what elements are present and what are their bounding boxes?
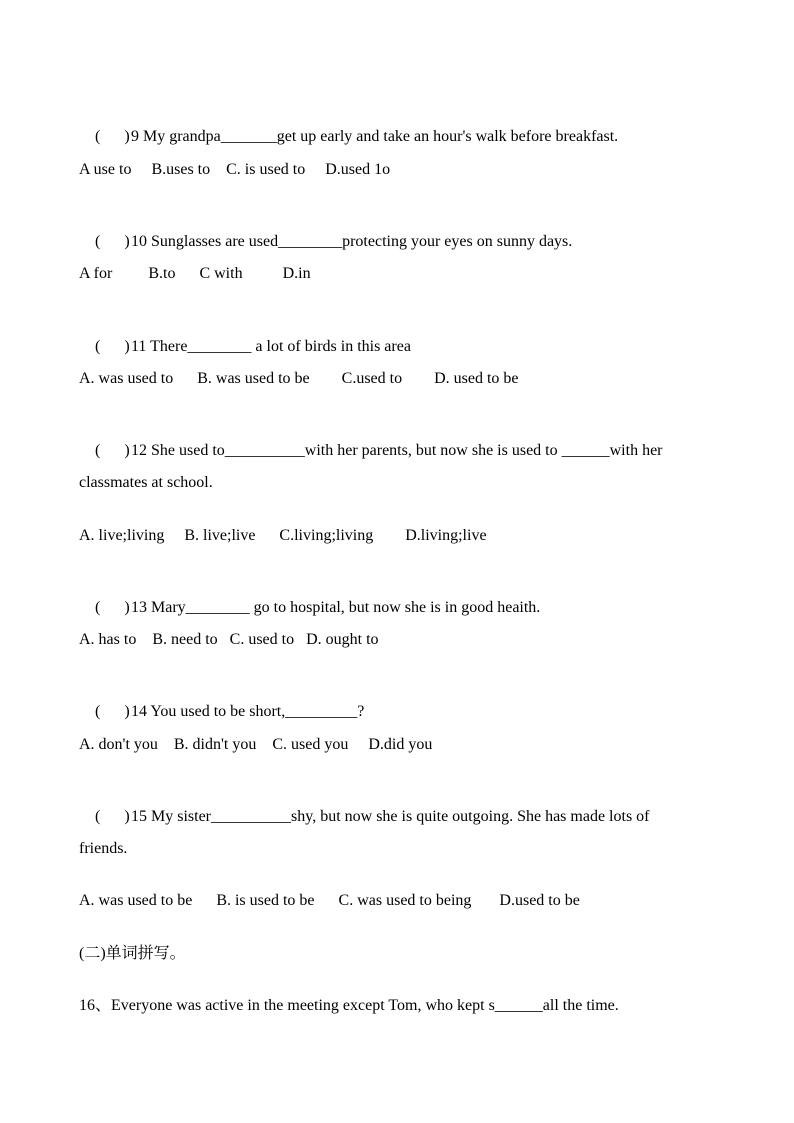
question-stem: 10 Sunglasses are used________protecting your eyes on sunny days. — [131, 233, 573, 250]
question-11 — [79, 317, 729, 377]
answer-blank-parentheses: ( ) — [95, 808, 130, 825]
question-15 — [79, 787, 729, 847]
question-12-continuation: classmates at school. — [79, 474, 213, 491]
question-stem: 11 There________ a lot of birds in this area — [131, 338, 411, 355]
question-stem: 15 My sister__________shy, but now she is quite outgoing. She has made lots of — [131, 808, 650, 825]
question-9-options: A use to B.uses to C. is used to D.used 1o — [79, 161, 391, 178]
question-stem: 9 My grandpa_______get up early and take an hour's walk before breakfast. — [131, 128, 619, 145]
question-13 — [79, 578, 729, 638]
answer-blank-parentheses: ( ) — [95, 442, 130, 459]
answer-blank-parentheses: ( ) — [95, 599, 130, 616]
question-11-options: A. was used to B. was used to be C.used to D. used to be — [79, 370, 519, 387]
question-10 — [79, 212, 729, 272]
question-stem: 12 She used to__________with her parents, but now she is used to ______with her — [131, 442, 663, 459]
question-10-options: A for B.to C with D.in — [79, 265, 311, 282]
answer-blank-parentheses: ( ) — [95, 703, 130, 720]
question-stem: 13 Mary________ go to hospital, but now she is in good heaith. — [131, 599, 541, 616]
question-14-options: A. don't you B. didn't you C. used you D.did you — [79, 736, 433, 753]
question-9 — [79, 107, 729, 167]
section-heading: (二)单词拼写。 — [79, 945, 186, 962]
answer-blank-parentheses: ( ) — [95, 338, 130, 355]
question-15-continuation: friends. — [79, 840, 128, 857]
question-12 — [79, 421, 729, 481]
answer-blank-parentheses: ( ) — [95, 233, 130, 250]
answer-blank-parentheses: ( ) — [95, 128, 130, 145]
question-stem: 14 You used to be short,_________? — [131, 703, 365, 720]
question-13-options: A. has to B. need to C. used to D. ought to — [79, 631, 379, 648]
question-16: 16、Everyone was active in the meeting except Tom, who kept s______all the time. — [79, 997, 619, 1014]
question-14 — [79, 682, 729, 742]
question-15-options: A. was used to be B. is used to be C. was used to being D.used to be — [79, 892, 580, 909]
question-12-options: A. live;living B. live;live C.living;living D.living;live — [79, 527, 487, 544]
